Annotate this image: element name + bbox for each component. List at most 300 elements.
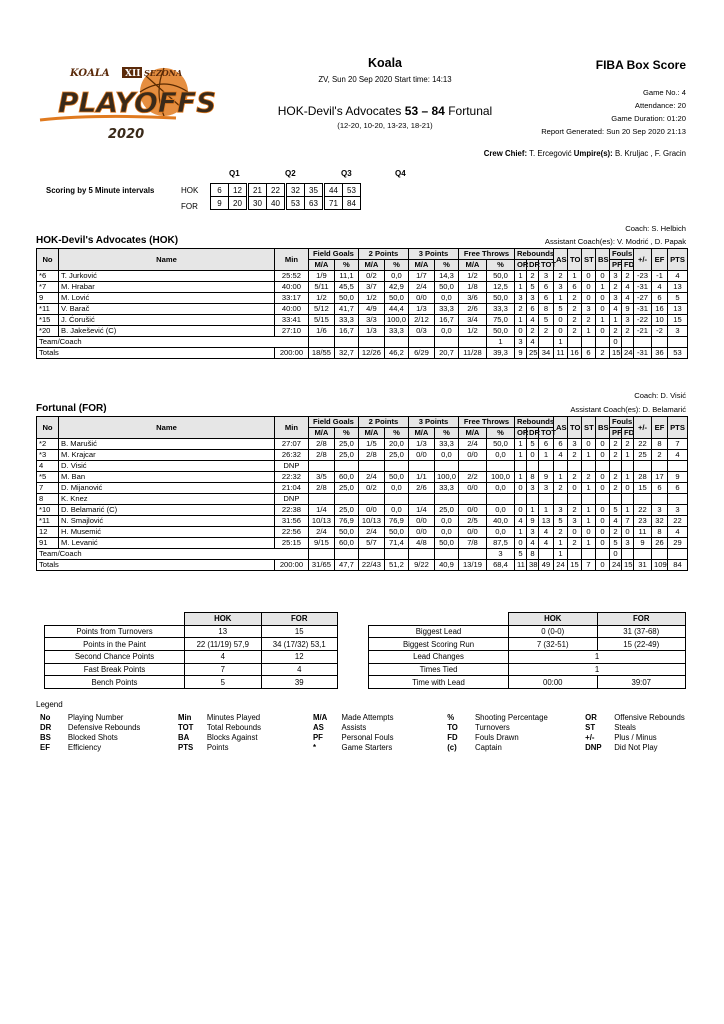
stat-cell: 44,4	[384, 304, 408, 315]
stat-cell: 0	[596, 439, 610, 450]
stat-cell	[358, 337, 384, 348]
stat-cell: 11/28	[458, 348, 486, 359]
logo-main: PLAYOFFS	[58, 86, 217, 119]
stat-cell: 1/6	[308, 326, 334, 337]
legend-abbr: DR	[40, 723, 52, 732]
team1-name: HOK-Devil's Advocates (HOK)	[36, 235, 179, 246]
stat-cell: 24	[610, 560, 622, 571]
stat-cell: 25,0	[384, 450, 408, 461]
stat-cell: 4	[622, 293, 634, 304]
stat-cell: 1	[582, 450, 596, 461]
crew-chief-label: Crew Chief:	[483, 149, 528, 158]
interval-row	[211, 184, 361, 197]
legend-desc: Offensive Rebounds	[614, 713, 685, 722]
summary-label: Times Tied	[369, 663, 509, 676]
stat-cell: 8	[526, 472, 538, 483]
stat-cell: 16	[568, 348, 582, 359]
summary-value: 39:07	[597, 676, 686, 689]
stat-cell: 12,5	[486, 282, 514, 293]
team2-coach: Coach: D. Visić	[634, 391, 686, 400]
stat-cell	[668, 461, 688, 472]
summary-row	[369, 638, 686, 651]
stat-cell: 41,7	[334, 304, 358, 315]
stat-cell: 32	[652, 516, 668, 527]
interval-cell: 6	[211, 184, 229, 197]
stat-cell	[554, 461, 568, 472]
stat-cell	[634, 461, 652, 472]
interval-cell: 9	[211, 197, 229, 210]
col-fouls: Fouls	[610, 417, 634, 428]
stat-cell: 60,0	[334, 472, 358, 483]
col-free-throws: Free Throws	[458, 249, 514, 260]
player-name: M. Levanić	[59, 538, 275, 549]
stat-cell: DNP	[274, 494, 308, 505]
stat-cell: 0	[526, 450, 538, 461]
stat-cell: 0/0	[408, 293, 434, 304]
stat-cell: 31	[634, 560, 652, 571]
stat-cell: 0	[596, 538, 610, 549]
summary-value: 00:00	[509, 676, 598, 689]
stat-cell: 51,2	[384, 560, 408, 571]
stat-cell: 1/4	[408, 505, 434, 516]
stat-cell	[434, 549, 458, 560]
summary-left-table	[44, 612, 338, 689]
stat-cell: 29	[668, 538, 688, 549]
legend-abbr: AS	[312, 723, 324, 732]
stat-cell: 7/8	[458, 538, 486, 549]
col-fd: FD	[622, 428, 634, 439]
stat-cell: 3	[514, 337, 526, 348]
col-pct: %	[384, 428, 408, 439]
stat-cell	[408, 337, 434, 348]
legend-desc: Made Attempts	[341, 713, 394, 722]
col-3-points: 3 Points	[408, 249, 458, 260]
stat-cell: 11,1	[334, 271, 358, 282]
interval-team-hok: HOK	[181, 186, 199, 195]
player-name: D. Visić	[59, 461, 275, 472]
stat-cell: 22	[668, 516, 688, 527]
col-min: Min	[274, 417, 308, 439]
stat-cell: *5	[37, 472, 59, 483]
summary-head-cell: FOR	[261, 613, 338, 626]
stat-cell: 25	[634, 450, 652, 461]
stat-cell	[308, 494, 334, 505]
stat-cell: 6	[538, 439, 553, 450]
stat-cell: 8	[538, 304, 553, 315]
stat-cell: 0/2	[358, 483, 384, 494]
legend-abbr: PF	[312, 733, 323, 742]
stat-cell: 5/12	[308, 304, 334, 315]
col-tot: TOT	[538, 260, 553, 271]
col-made-attempts: M/A	[458, 260, 486, 271]
col-to: TO	[568, 249, 582, 271]
stat-cell: 3	[554, 282, 568, 293]
stat-cell: 16	[652, 304, 668, 315]
stat-cell: 22:38	[274, 505, 308, 516]
stat-cell: *11	[37, 516, 59, 527]
stat-cell	[538, 337, 553, 348]
stat-cell: 11	[554, 348, 568, 359]
stat-cell: 4	[526, 315, 538, 326]
stat-cell	[384, 461, 408, 472]
stat-cell	[622, 337, 634, 348]
stat-cell: 33,3	[434, 483, 458, 494]
stat-cell: 87,5	[486, 538, 514, 549]
stat-cell: -22	[634, 315, 652, 326]
stat-cell: 23	[634, 516, 652, 527]
player-row	[37, 516, 688, 527]
stat-cell: *3	[37, 450, 59, 461]
stat-cell: 33:41	[274, 315, 308, 326]
stat-cell	[434, 494, 458, 505]
stat-cell	[568, 494, 582, 505]
stat-cell	[408, 461, 434, 472]
stat-cell: 6/29	[408, 348, 434, 359]
player-row	[37, 293, 688, 304]
stat-cell: 2/8	[308, 483, 334, 494]
interval-cell: 22	[267, 184, 285, 197]
stat-cell: -21	[634, 326, 652, 337]
summary-value: 13	[185, 625, 262, 638]
legend-abbr: *	[312, 743, 316, 752]
stat-cell: 1	[554, 472, 568, 483]
stat-cell: 5	[538, 315, 553, 326]
legend-desc: Assists	[341, 723, 367, 732]
stat-cell: 76,9	[384, 516, 408, 527]
stat-cell: *10	[37, 505, 59, 516]
stat-cell: 1	[554, 337, 568, 348]
stat-cell: 25,0	[434, 505, 458, 516]
stat-cell	[538, 461, 553, 472]
stat-cell: 100,0	[434, 472, 458, 483]
col-ef: EF	[652, 417, 668, 439]
interval-cell: 30	[249, 197, 267, 210]
stat-cell: 2	[554, 527, 568, 538]
summary-label: Points from Turnovers	[45, 625, 185, 638]
player-row	[37, 271, 688, 282]
stat-cell: 3	[668, 505, 688, 516]
interval-cell: 21	[249, 184, 267, 197]
legend-abbr: DNP	[585, 743, 602, 752]
stat-cell: 2	[514, 304, 526, 315]
summary-label: Time with Lead	[369, 676, 509, 689]
col-pct: %	[334, 428, 358, 439]
stat-cell: 2	[582, 472, 596, 483]
stat-cell: 24	[554, 560, 568, 571]
stat-cell: 46,2	[384, 348, 408, 359]
stat-cell: *20	[37, 326, 59, 337]
stat-cell: 50,0	[334, 293, 358, 304]
stat-cell: 2	[526, 271, 538, 282]
stat-cell: 3	[568, 516, 582, 527]
stat-cell: *6	[37, 271, 59, 282]
summary-row	[45, 625, 338, 638]
stat-cell: 4	[37, 461, 59, 472]
stat-cell: 84	[668, 560, 688, 571]
stat-cell: 5/11	[308, 282, 334, 293]
stat-cell: 13	[668, 304, 688, 315]
summary-value: 34 (17/32) 53,1	[261, 638, 338, 651]
stat-cell: 9	[526, 516, 538, 527]
legend-row	[40, 723, 724, 733]
stat-cell: 1/4	[308, 505, 334, 516]
team-coach-label: Team/Coach	[37, 549, 309, 560]
stat-cell: 1/2	[308, 293, 334, 304]
stat-cell: 1/3	[408, 439, 434, 450]
summary-row	[45, 651, 338, 664]
stat-cell: 5	[526, 439, 538, 450]
stat-cell: 3	[514, 293, 526, 304]
team-a-name: HOK-Devil's Advocates	[277, 104, 402, 118]
stat-cell: 36	[652, 348, 668, 359]
stat-cell: 13/19	[458, 560, 486, 571]
stat-cell: 2	[610, 439, 622, 450]
col-bs: BS	[596, 249, 610, 271]
stat-cell: 25,0	[334, 483, 358, 494]
player-row	[37, 282, 688, 293]
player-name: M. Ban	[59, 472, 275, 483]
stat-cell: 2/8	[308, 439, 334, 450]
stat-cell: 15	[622, 560, 634, 571]
legend-desc: Turnovers	[474, 723, 510, 732]
legend-abbr: OR	[585, 713, 597, 722]
col-made-attempts: M/A	[358, 428, 384, 439]
summary-value: 15 (22-49)	[597, 638, 686, 651]
stat-cell	[582, 337, 596, 348]
attendance: Attendance: 20	[634, 101, 686, 110]
legend-desc: Minutes Played	[206, 713, 261, 722]
game-duration: Game Duration: 01:20	[611, 114, 686, 123]
stat-cell	[408, 494, 434, 505]
stat-cell: 1	[514, 282, 526, 293]
stat-cell: 45,5	[334, 282, 358, 293]
legend-desc: Efficiency	[67, 743, 102, 752]
col-2-points: 2 Points	[358, 417, 408, 428]
stat-cell	[622, 494, 634, 505]
legend-abbr: Min	[178, 713, 192, 722]
stat-cell	[634, 494, 652, 505]
stat-cell: 0,0	[434, 450, 458, 461]
stat-cell: 4	[526, 337, 538, 348]
col-name: Name	[59, 249, 275, 271]
event-title: Koala	[367, 56, 403, 70]
stat-cell: 10/13	[358, 516, 384, 527]
stat-cell	[308, 549, 334, 560]
col-pct: %	[434, 428, 458, 439]
stat-cell: 5	[668, 293, 688, 304]
stat-cell: 68,4	[486, 560, 514, 571]
stat-cell: 25:52	[274, 271, 308, 282]
stat-cell	[652, 337, 668, 348]
stat-cell: 4	[668, 271, 688, 282]
stat-cell	[596, 549, 610, 560]
stat-cell	[596, 461, 610, 472]
stat-cell: 2/8	[308, 450, 334, 461]
stat-cell: 5	[526, 282, 538, 293]
stat-cell: 0/3	[408, 326, 434, 337]
stat-cell: 1/8	[458, 282, 486, 293]
stat-cell: 2	[554, 483, 568, 494]
col-st: ST	[582, 417, 596, 439]
stat-cell: 1/2	[458, 271, 486, 282]
summary-row	[45, 663, 338, 676]
stat-cell: 16,7	[434, 315, 458, 326]
stat-cell	[526, 494, 538, 505]
stat-cell: 0	[582, 293, 596, 304]
game-date: ZV, Sun 20 Sep 2020 Start time: 14:13	[318, 75, 452, 84]
stat-cell: 0/0	[458, 450, 486, 461]
stat-cell: 9	[634, 538, 652, 549]
stat-cell	[458, 494, 486, 505]
stat-cell: -1	[652, 271, 668, 282]
legend-desc: Game Starters	[341, 743, 393, 752]
stat-cell: 4	[622, 282, 634, 293]
stat-cell: 0	[622, 483, 634, 494]
stat-cell: 20,7	[434, 348, 458, 359]
report-generated: Report Generated: Sun 20 Sep 2020 21:13	[541, 127, 686, 136]
stat-cell: 0,0	[434, 326, 458, 337]
stat-cell: 0,0	[486, 483, 514, 494]
intervals-table	[210, 183, 361, 210]
stat-cell: -31	[634, 282, 652, 293]
player-name: D. Belamarić (C)	[59, 505, 275, 516]
stat-cell: 1	[582, 516, 596, 527]
stat-cell	[458, 549, 486, 560]
summary-label: Biggest Scoring Run	[369, 638, 509, 651]
legend-desc: Points	[206, 743, 229, 752]
player-row	[37, 472, 688, 483]
header-row	[37, 249, 688, 260]
col-field-goals: Field Goals	[308, 417, 358, 428]
stat-cell: DNP	[274, 461, 308, 472]
stat-cell: 22:56	[274, 527, 308, 538]
stat-cell: 25	[526, 348, 538, 359]
team1-box-table	[36, 248, 688, 359]
team1-assistants: Assistant Coach(es): V. Modrić , D. Papak	[544, 237, 686, 246]
stat-cell: 76,9	[334, 516, 358, 527]
stat-cell: 0	[554, 315, 568, 326]
stat-cell: 0/2	[358, 271, 384, 282]
stat-cell: 2	[622, 439, 634, 450]
stat-cell: 9	[514, 348, 526, 359]
summary-row	[369, 676, 686, 689]
stat-cell: 0,0	[434, 293, 458, 304]
officials	[380, 149, 686, 158]
team-a-score: 53	[404, 104, 419, 118]
stat-cell: 2/8	[358, 450, 384, 461]
score-dash: –	[421, 104, 429, 118]
stat-cell: 3/6	[458, 293, 486, 304]
stat-cell: 75,0	[486, 315, 514, 326]
legend-abbr: M/A	[312, 713, 328, 722]
legend-desc: Fouls Drawn	[474, 733, 519, 742]
stat-cell: 50,0	[434, 538, 458, 549]
team-b-score: 84	[431, 104, 445, 118]
stat-cell: 0/0	[358, 505, 384, 516]
summary-head-cell: FOR	[597, 613, 686, 626]
player-name: J. Ćorušić	[59, 315, 275, 326]
legend-abbr: BA	[178, 733, 190, 742]
stat-cell: 0/0	[408, 527, 434, 538]
summary-header	[369, 613, 686, 626]
totals-row	[37, 560, 688, 571]
legend-desc: Playing Number	[67, 713, 124, 722]
stat-cell	[568, 337, 582, 348]
stat-cell	[486, 461, 514, 472]
summary-row	[45, 676, 338, 689]
stat-cell	[538, 549, 553, 560]
legend-row	[40, 713, 724, 723]
stat-cell: 6	[668, 483, 688, 494]
stat-cell	[384, 549, 408, 560]
stat-cell: 0	[596, 483, 610, 494]
stat-cell: 16,7	[334, 326, 358, 337]
stat-cell	[458, 337, 486, 348]
stat-cell: 0/0	[408, 450, 434, 461]
summary-head-cell	[369, 613, 509, 626]
stat-cell: 50,0	[384, 527, 408, 538]
stat-cell: -2	[652, 326, 668, 337]
stat-cell	[514, 461, 526, 472]
stat-cell: 0	[596, 505, 610, 516]
umpires: B. Kruljac , F. Gracin	[614, 149, 686, 158]
stat-cell: 0	[514, 326, 526, 337]
q1-label: Q1	[229, 169, 240, 178]
stat-cell: 6	[538, 282, 553, 293]
stat-cell: 2	[582, 315, 596, 326]
stat-cell: 1	[538, 450, 553, 461]
summary-value: 12	[261, 651, 338, 664]
stat-cell	[652, 549, 668, 560]
stat-cell	[596, 337, 610, 348]
col-rebounds: Rebounds	[514, 249, 553, 260]
interval-cell: 20	[229, 197, 247, 210]
stat-cell: 50,0	[486, 439, 514, 450]
legend-desc: Steals	[614, 723, 636, 732]
stat-cell: 4	[554, 450, 568, 461]
stat-cell: 33,3	[334, 315, 358, 326]
legend-abbr: (c)	[447, 743, 457, 752]
interval-cell: 12	[229, 184, 247, 197]
stat-cell: 0	[596, 516, 610, 527]
summary-label: Lead Changes	[369, 651, 509, 664]
legend-table	[40, 713, 724, 753]
stat-cell: 4	[610, 516, 622, 527]
summary-value: 7	[185, 663, 262, 676]
stat-cell: 22:32	[274, 472, 308, 483]
legend-desc: Personal Fouls	[341, 733, 394, 742]
stat-cell: 3	[554, 505, 568, 516]
stat-cell: 2	[568, 304, 582, 315]
legend-abbr: EF	[40, 743, 50, 752]
stat-cell: 3	[538, 483, 553, 494]
stat-cell: 2	[568, 450, 582, 461]
stat-cell	[582, 549, 596, 560]
stat-cell: 2/4	[358, 527, 384, 538]
stat-cell: 2	[568, 315, 582, 326]
stat-cell: 0	[582, 527, 596, 538]
stat-cell: 2	[622, 326, 634, 337]
stat-cell: 5/7	[358, 538, 384, 549]
stat-cell: 22/43	[358, 560, 384, 571]
intervals-label: Scoring by 5 Minute intervals	[46, 186, 155, 195]
stat-cell: 2	[596, 348, 610, 359]
stat-cell: 15	[634, 483, 652, 494]
stat-cell: 15	[668, 315, 688, 326]
player-row	[37, 483, 688, 494]
summary-row	[45, 638, 338, 651]
stat-cell: 32,7	[334, 348, 358, 359]
